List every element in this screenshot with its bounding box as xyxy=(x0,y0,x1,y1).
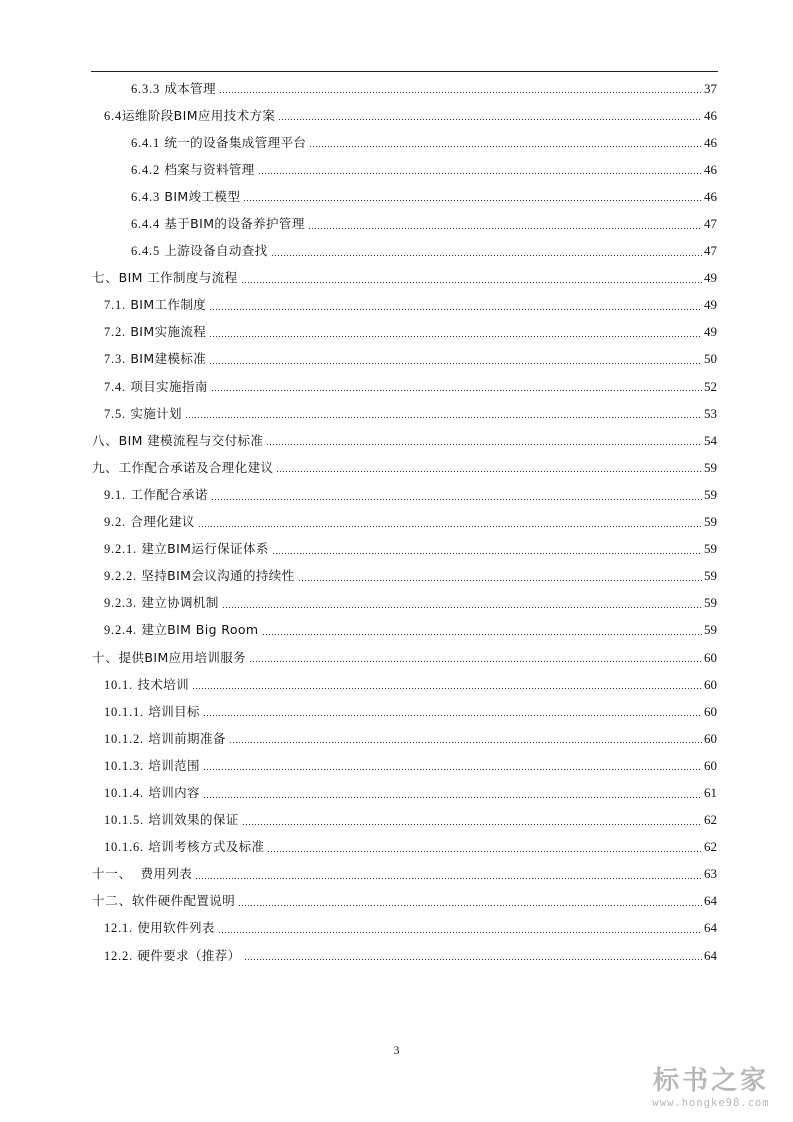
toc-entry[interactable] xyxy=(0,454,793,481)
toc-entry[interactable] xyxy=(0,156,793,183)
toc-entry-title: 上游设备自动查找 xyxy=(164,243,268,259)
toc-entry[interactable] xyxy=(0,319,793,346)
toc-entry-number: 10.1.3. xyxy=(104,758,144,773)
dot-leader xyxy=(209,359,702,368)
dot-leader xyxy=(219,88,702,97)
dot-leader xyxy=(308,224,702,233)
toc-entry-page: 47 xyxy=(704,216,717,232)
toc-entry[interactable] xyxy=(0,915,793,942)
toc-entry-page: 54 xyxy=(704,432,717,448)
dot-leader xyxy=(267,847,702,856)
toc-entry-number: 10.1.2. xyxy=(104,731,144,746)
toc-entry-title: 基于BIM的设备养护管理 xyxy=(164,216,305,232)
dot-leader xyxy=(244,955,702,964)
dot-leader xyxy=(218,928,702,937)
toc-entry[interactable] xyxy=(0,129,793,156)
toc-entry-title: 合理化建议 xyxy=(130,514,195,530)
toc-entry-page: 59 xyxy=(704,486,717,502)
dot-leader xyxy=(198,522,702,531)
dot-leader xyxy=(238,901,702,910)
dot-leader xyxy=(266,440,702,449)
toc-entry-title: 培训目标 xyxy=(148,703,200,719)
toc-entry-title: 费用列表 xyxy=(140,866,193,882)
toc-entry[interactable] xyxy=(0,590,793,617)
dot-leader xyxy=(298,576,702,585)
toc-entry-page: 59 xyxy=(704,595,717,611)
toc-entry-title: 建立BIM运行保证体系 xyxy=(141,541,269,557)
toc-entry-number: 9.1. xyxy=(104,487,126,502)
toc-entry-title: 技术培训 xyxy=(137,676,189,692)
toc-entry-number: 6.4.4 xyxy=(131,217,160,232)
toc-entry-number: 6.4.1 xyxy=(131,135,160,150)
toc-entry-title: 坚持BIM会议沟通的持续性 xyxy=(141,568,295,584)
toc-entry-title: 工作配合承诺及合理化建议 xyxy=(118,459,274,475)
dot-leader xyxy=(229,738,702,747)
toc-entry-number: 9.2.2. xyxy=(104,569,137,584)
toc-entry-page: 64 xyxy=(704,920,717,936)
toc-entry[interactable] xyxy=(0,563,793,590)
toc-entry[interactable] xyxy=(0,617,793,644)
table-of-contents xyxy=(0,75,793,969)
toc-entry-page: 59 xyxy=(704,622,717,638)
toc-entry[interactable] xyxy=(0,427,793,454)
toc-entry-page: 49 xyxy=(704,324,717,340)
toc-entry-title: 培训前期准备 xyxy=(148,730,226,746)
toc-entry-title: 档案与资料管理 xyxy=(164,161,255,177)
dot-leader xyxy=(243,196,702,205)
toc-entry-page: 50 xyxy=(704,351,717,367)
toc-entry-number: 6.3.3 xyxy=(131,81,160,96)
toc-entry[interactable] xyxy=(0,807,793,834)
toc-entry-page: 49 xyxy=(704,270,717,286)
dot-leader xyxy=(309,142,702,151)
toc-entry-page: 64 xyxy=(704,947,717,963)
toc-entry[interactable] xyxy=(0,75,793,102)
toc-entry-number: 九、 xyxy=(92,460,119,475)
toc-entry-number: 9.2. xyxy=(104,515,126,530)
toc-entry-page: 63 xyxy=(704,866,717,882)
toc-entry-title: 培训内容 xyxy=(148,784,200,800)
dot-leader xyxy=(203,765,702,774)
toc-entry-page: 46 xyxy=(704,107,717,123)
toc-entry[interactable] xyxy=(0,834,793,861)
toc-entry-title: 培训考核方式及标准 xyxy=(148,839,265,855)
toc-entry-title: 统一的设备集成管理平台 xyxy=(164,134,307,150)
toc-entry-title: BIM建模标准 xyxy=(130,351,207,367)
toc-entry-number: 7.3. xyxy=(104,352,126,367)
dot-leader xyxy=(278,115,702,124)
toc-entry-page: 59 xyxy=(704,459,717,475)
dot-leader xyxy=(209,305,702,314)
toc-entry-number: 12.1. xyxy=(104,921,133,936)
toc-entry-title: 建立BIM Big Room xyxy=(141,622,259,638)
watermark-url: www.hongke98.com xyxy=(652,1097,770,1109)
toc-entry-page: 52 xyxy=(704,378,717,394)
toc-entry-title: 成本管理 xyxy=(164,80,216,96)
toc-entry-number: 10.1. xyxy=(104,677,133,692)
header-rule xyxy=(91,71,718,72)
toc-entry[interactable] xyxy=(0,698,793,725)
toc-entry-page: 62 xyxy=(704,812,717,828)
dot-leader xyxy=(211,386,702,395)
toc-entry[interactable] xyxy=(0,509,793,536)
toc-entry-page: 60 xyxy=(704,730,717,746)
dot-leader xyxy=(258,169,702,178)
toc-entry-title: 建立协调机制 xyxy=(141,595,219,611)
toc-entry-title: 硬件要求（推荐） xyxy=(137,947,241,963)
dot-leader xyxy=(271,251,702,260)
toc-entry-number: 10.1.1. xyxy=(104,704,144,719)
toc-entry-title: BIM实施流程 xyxy=(130,324,207,340)
toc-entry-title: 使用软件列表 xyxy=(137,920,215,936)
toc-entry-number: 6.4.2 xyxy=(131,162,160,177)
toc-entry-page: 53 xyxy=(704,405,717,421)
toc-entry[interactable] xyxy=(0,481,793,508)
toc-entry[interactable] xyxy=(0,861,793,888)
toc-entry-number: 7.2. xyxy=(104,325,126,340)
dot-leader xyxy=(276,467,702,476)
toc-entry-page: 60 xyxy=(704,676,717,692)
dot-leader xyxy=(203,711,702,720)
toc-entry-page: 61 xyxy=(704,784,717,800)
toc-entry-page: 46 xyxy=(704,161,717,177)
toc-entry[interactable] xyxy=(0,942,793,969)
dot-leader xyxy=(211,495,702,504)
toc-entry[interactable] xyxy=(0,183,793,210)
toc-entry-number: 10.1.4. xyxy=(104,785,144,800)
toc-entry-number: 6.4 xyxy=(104,108,123,123)
toc-entry-number: 6.4.3 xyxy=(131,189,160,204)
toc-entry-number: 6.4.5 xyxy=(131,244,160,259)
toc-entry-number: 7.4. xyxy=(104,379,126,394)
dot-leader xyxy=(241,278,702,287)
dot-leader xyxy=(203,793,702,802)
toc-entry-page: 59 xyxy=(704,541,717,557)
toc-entry-title: 工作配合承诺 xyxy=(130,486,208,502)
toc-entry-page: 62 xyxy=(704,839,717,855)
watermark-brand: 标书之家 xyxy=(652,1066,769,1096)
toc-entry-page: 64 xyxy=(704,893,717,909)
toc-entry-title: 培训范围 xyxy=(148,757,200,773)
toc-entry-title: BIM 建模流程与交付标准 xyxy=(118,432,264,448)
toc-entry[interactable] xyxy=(0,346,793,373)
toc-entry-number: 9.2.3. xyxy=(104,596,137,611)
toc-entry[interactable] xyxy=(0,210,793,237)
toc-entry[interactable] xyxy=(0,292,793,319)
dot-leader xyxy=(242,820,702,829)
toc-entry-page: 60 xyxy=(704,757,717,773)
dot-leader xyxy=(249,657,702,666)
toc-entry[interactable] xyxy=(0,536,793,563)
toc-entry[interactable] xyxy=(0,888,793,915)
toc-entry-number: 9.2.4. xyxy=(104,623,137,638)
toc-entry-page: 46 xyxy=(704,188,717,204)
toc-entry-page: 59 xyxy=(704,514,717,530)
toc-entry-title: 项目实施指南 xyxy=(130,378,208,394)
dot-leader xyxy=(192,684,702,693)
toc-entry-number: 七、 xyxy=(92,271,119,286)
toc-entry-number: 十一、 xyxy=(92,867,132,882)
toc-entry[interactable] xyxy=(0,779,793,806)
page-number: 3 xyxy=(393,1043,400,1057)
toc-entry-title: BIM工作制度 xyxy=(130,297,207,313)
toc-entry-number: 八、 xyxy=(92,433,119,448)
watermark-logo xyxy=(641,1066,781,1110)
toc-entry-title: 软件硬件配置说明 xyxy=(131,893,236,909)
toc-entry[interactable] xyxy=(0,102,793,129)
toc-entry-number: 10.1.5. xyxy=(104,813,144,828)
dot-leader xyxy=(185,413,702,422)
toc-entry[interactable] xyxy=(0,752,793,779)
toc-entry-page: 60 xyxy=(704,703,717,719)
toc-entry-number: 9.2.1. xyxy=(104,542,137,557)
toc-entry[interactable] xyxy=(0,671,793,698)
toc-entry-number: 7.1. xyxy=(104,298,126,313)
toc-entry-page: 46 xyxy=(704,134,717,150)
toc-entry-number: 12.2. xyxy=(104,948,133,963)
toc-entry-page: 59 xyxy=(704,568,717,584)
dot-leader xyxy=(209,332,702,341)
toc-entry[interactable] xyxy=(0,265,793,292)
toc-entry-title: BIM 工作制度与流程 xyxy=(118,270,238,286)
toc-entry-title: BIM竣工模型 xyxy=(164,188,241,204)
toc-entry[interactable] xyxy=(0,238,793,265)
toc-entry-page: 37 xyxy=(704,80,717,96)
dot-leader xyxy=(262,630,703,639)
dot-leader xyxy=(195,874,702,883)
toc-entry-number: 十、 xyxy=(92,650,119,665)
dot-leader xyxy=(222,603,702,612)
toc-entry-number: 7.5. xyxy=(104,406,126,421)
toc-entry-title: 运维阶段BIM应用技术方案 xyxy=(122,107,276,123)
toc-entry[interactable] xyxy=(0,725,793,752)
toc-entry[interactable] xyxy=(0,400,793,427)
toc-entry[interactable] xyxy=(0,644,793,671)
toc-entry-spacer xyxy=(132,867,141,881)
toc-entry-title: 培训效果的保证 xyxy=(148,812,239,828)
toc-entry-page: 47 xyxy=(704,243,717,259)
toc-entry[interactable] xyxy=(0,373,793,400)
toc-entry-number: 10.1.6. xyxy=(104,840,144,855)
toc-entry-number: 十二、 xyxy=(92,894,132,909)
toc-entry-page: 60 xyxy=(704,649,717,665)
dot-leader xyxy=(272,549,702,558)
toc-entry-title: 实施计划 xyxy=(130,405,182,421)
toc-entry-title: 提供BIM应用培训服务 xyxy=(118,649,247,665)
toc-entry-page: 49 xyxy=(704,297,717,313)
